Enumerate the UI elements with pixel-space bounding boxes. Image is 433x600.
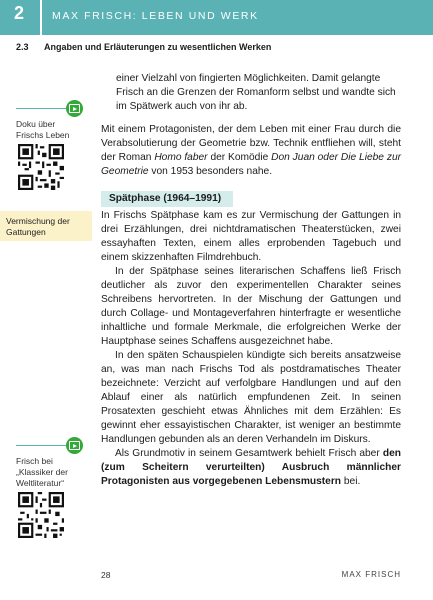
margin-note-line: Frischs Leben — [16, 130, 70, 140]
work-title: Don Juan oder Die Liebe zur Geometrie — [101, 152, 401, 177]
video-play-icon[interactable] — [66, 437, 83, 454]
qr-code-icon[interactable] — [18, 144, 64, 190]
text-run: der Komödie — [207, 152, 272, 163]
margin-note-line: Doku über — [16, 119, 56, 129]
paragraph: In der Spätphase seines literarischen Schaffens ließ Frisch deutlicher als zuvor den experimentellen Charakter seines Schreibens hervortreten. In der Mischung der Gattungen und durch Collage- und Montageverfahren hinterfragte er wesentliche inhaltliche und formale Merkmale, die erfolgreichen Werke der Hauptphase seines Schaffens ausgezeichnet habe. — [101, 266, 401, 347]
section-title: Angaben und Erläuterungen zu wesentlichen Werken — [44, 42, 272, 52]
margin-keyword-box — [0, 211, 92, 241]
section-heading — [16, 42, 271, 52]
subsection-heading: Spätphase (1964–1991) — [101, 191, 233, 207]
margin-note-line: Frisch bei — [16, 456, 53, 466]
paragraph — [101, 447, 401, 489]
work-title: Homo faber — [154, 152, 208, 163]
margin-keyword-line: Gattungen — [6, 227, 46, 237]
paragraph: In Frischs Spätphase kam es zur Vermischung der Gattungen in drei Erzählungen, drei nichtdramatischen Theaterstücken, zwei essayhaften Texten, einem alles erprobenden Tagebuch und einem skizzenhaften Filmdrehbuch. — [101, 210, 401, 263]
qr-code-icon[interactable] — [18, 492, 64, 538]
paragraph: einer Vielzahl von fingierten Möglichkeiten. Damit gelangte Frisch an die Grenzen der Romanform selbst und wandte sich im Spätwerk auch von ihr ab. — [116, 73, 396, 112]
chapter-title: MAX FRISCH: LEBEN UND WERK — [52, 10, 259, 22]
emphasis-text: den (zum Scheitern verurteilten) Ausbruch männlicher Protagonisten aus vorgegebenen Lebensmustern — [101, 448, 401, 487]
text-run: von 1953 besonders nahe. — [148, 166, 273, 177]
paragraph: In den späten Schauspielen kündigte sich bereits ansatzweise an, was man nach Frischs Tod als postdramatisches Theater bezeichnete: Verzicht auf verfolgbare Handlungen und auf den Ablauf einer als natürlich empfundenen Zeit. In seinen Prosatexten geschieht etwas Ähnliches mit dem Erzählen: Es gewinnt eher essayistischen Charakter, ist weniger an bestimmte Handlungen gebunden als an deren Verhandeln im Diskurs. — [101, 350, 401, 445]
chapter-header-bar — [0, 0, 433, 35]
text-run: Mit einem Protagonisten, der dem Leben mit einer Frau durch die Verabsolutierung der Geometrie bzw. Technik entfliehen will, steht der Roman — [101, 124, 401, 163]
section-number: 2.3 — [16, 42, 29, 52]
margin-note-line: Weltliteratur“ — [16, 478, 65, 488]
margin-keyword-line: Vermischung der — [6, 216, 70, 226]
running-title: MAX FRISCH — [341, 570, 401, 579]
video-play-icon[interactable] — [66, 100, 83, 117]
chapter-divider — [40, 0, 42, 35]
video-link-doku[interactable] — [16, 119, 69, 141]
margin-note-line: „Klassiker der — [16, 467, 68, 477]
video-link-klassiker[interactable] — [16, 456, 68, 489]
chapter-number: 2 — [14, 3, 25, 23]
text-run: Als Grundmotiv in seinem Gesamtwerk behielt Frisch aber — [115, 448, 383, 459]
main-text-column — [101, 72, 401, 489]
text-run: bei. — [341, 476, 361, 487]
paragraph — [101, 123, 401, 179]
page-number: 28 — [101, 570, 111, 580]
